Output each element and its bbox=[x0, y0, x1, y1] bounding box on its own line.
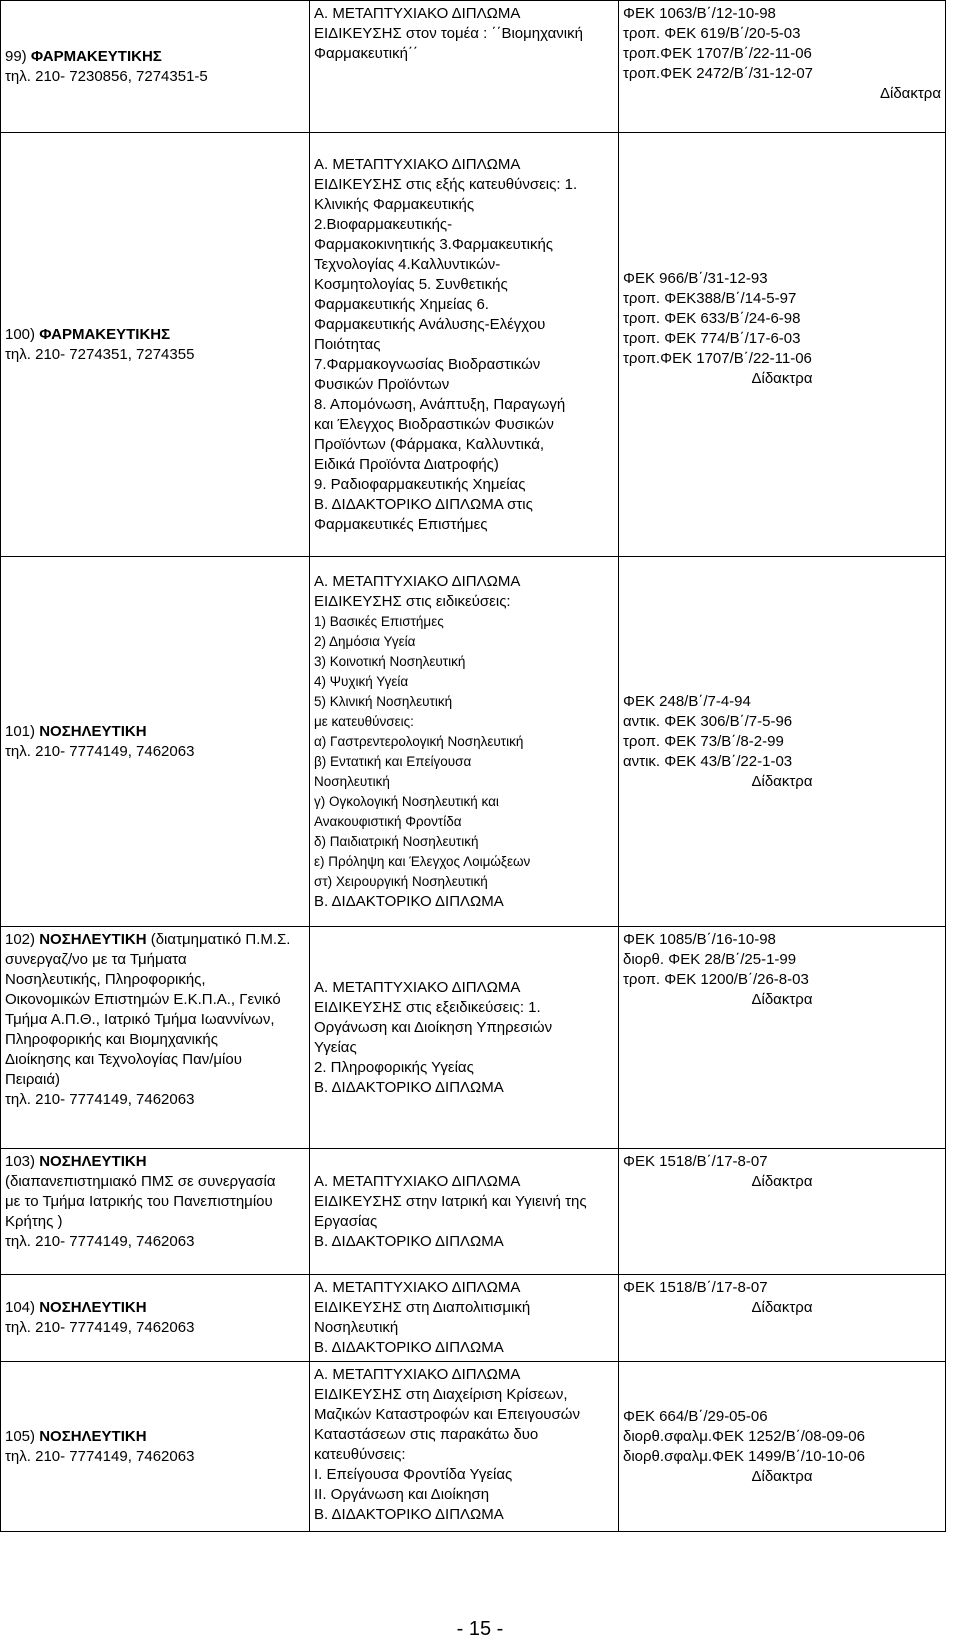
degree-line: Β. ΔΙΔΑΚΤΟΡΙΚΟ ΔΙΠΛΩΜΑ bbox=[314, 1339, 504, 1356]
degree-line: Φαρμακευτική΄΄ bbox=[314, 45, 418, 62]
department-name: ΦΑΡΜΑΚΕΥΤΙΚΗΣ bbox=[39, 325, 171, 343]
degree-line: Ι. Επείγουσα Φροντίδα Υγείας bbox=[314, 1466, 513, 1483]
degree-line: Κλινικής Φαρμακευτικής bbox=[314, 195, 475, 213]
gazette-reference: τροπ.ΦΕΚ 2472/Β΄/31-12-07 bbox=[623, 65, 813, 82]
department-info-line: τηλ. 210- 7230856, 7274351-5 bbox=[5, 67, 208, 85]
department-info-line: συνεργαζ/νο με τα Τμήματα bbox=[5, 951, 187, 968]
specialization-line: γ) Ογκολογική Νοσηλευτική και bbox=[314, 793, 499, 809]
department-info-line: τηλ. 210- 7774149, 7462063 bbox=[5, 1319, 195, 1336]
degree-line: Τεχνολογίας 4.Καλλυντικών- bbox=[314, 255, 501, 273]
degree-line: Φυσικών Προϊόντων bbox=[314, 375, 450, 393]
specialization-line: ε) Πρόληψη και Έλεγχος Λοιμώξεων bbox=[314, 853, 531, 869]
specialization-line: 3) Κοινοτική Νοσηλευτική bbox=[314, 653, 466, 669]
row-number: 100) bbox=[5, 325, 36, 343]
gazette-reference: ΦΕΚ 664/Β΄/29-05-06 bbox=[623, 1407, 768, 1425]
gazette-reference: διορθ.σφαλμ.ΦΕΚ 1252/Β΄/08-09-06 bbox=[623, 1427, 865, 1445]
department-cell bbox=[1, 927, 310, 1149]
gazette-cell bbox=[619, 1275, 946, 1362]
degree-line: 2. Πληροφορικής Υγείας bbox=[314, 1058, 474, 1076]
department-name: ΝΟΣΗΛΕΥΤΙΚΗ bbox=[39, 931, 147, 948]
department-heading bbox=[5, 325, 305, 345]
tuition-label: Δίδακτρα bbox=[751, 1467, 813, 1485]
department-heading bbox=[5, 1152, 305, 1172]
gazette-reference: διορθ.σφαλμ.ΦΕΚ 1499/Β΄/10-10-06 bbox=[623, 1447, 865, 1465]
row-number: 99) bbox=[5, 47, 27, 65]
gazette-reference: αντικ. ΦΕΚ 306/Β΄/7-5-96 bbox=[623, 712, 793, 730]
specialization-line: στ) Χειρουργική Νοσηλευτική bbox=[314, 873, 488, 889]
specialization-line: Νοσηλευτική bbox=[314, 773, 390, 789]
gazette-reference: ΦΕΚ 248/Β΄/7-4-94 bbox=[623, 692, 751, 710]
gazette-reference: τροπ. ΦΕΚ 1200/Β΄/26-8-03 bbox=[623, 971, 809, 988]
tuition-label: Δίδακτρα bbox=[751, 1173, 813, 1190]
department-info-line: Πειραιά) bbox=[5, 1071, 61, 1088]
row-number: 101) bbox=[5, 722, 36, 740]
tuition-label: Δίδακτρα bbox=[751, 772, 813, 790]
department-heading bbox=[5, 47, 305, 67]
degree-line: Α. ΜΕΤΑΠΤΥΧΙΑΚΟ ΔΙΠΛΩΜΑ bbox=[314, 1366, 521, 1383]
department-info-line: τηλ. 210- 7774149, 7462063 bbox=[5, 1233, 195, 1250]
degree-cell bbox=[310, 1362, 619, 1532]
department-cell bbox=[1, 1, 310, 133]
degree-line: Ποιότητας bbox=[314, 335, 381, 353]
degree-line: Α. ΜΕΤΑΠΤΥΧΙΑΚΟ ΔΙΠΛΩΜΑ bbox=[314, 1279, 521, 1296]
degree-line: Α. ΜΕΤΑΠΤΥΧΙΑΚΟ ΔΙΠΛΩΜΑ bbox=[314, 978, 521, 996]
degree-line: ΕΙΔΙΚΕΥΣΗΣ στις εξής κατευθύνσεις: 1. bbox=[314, 175, 578, 193]
degree-line: Μαζικών Καταστροφών και Επειγουσών bbox=[314, 1406, 580, 1423]
degree-line: Κοσμητολογίας 5. Συνθετικής bbox=[314, 275, 508, 293]
gazette-reference: τροπ. ΦΕΚ 619/Β΄/20-5-03 bbox=[623, 25, 801, 42]
degree-line: Β. ΔΙΔΑΚΤΟΡΙΚΟ ΔΙΠΛΩΜΑ στις bbox=[314, 495, 533, 513]
row-number: 105) bbox=[5, 1427, 36, 1445]
degree-line: Οργάνωση και Διοίκηση Υπηρεσιών bbox=[314, 1018, 553, 1036]
specialization-line: 2) Δημόσια Υγεία bbox=[314, 633, 416, 649]
degree-line: Β. ΔΙΔΑΚΤΟΡΙΚΟ ΔΙΠΛΩΜΑ bbox=[314, 892, 504, 910]
table-row bbox=[1, 557, 946, 927]
gazette-cell bbox=[619, 927, 946, 1149]
department-info-line: Πληροφορικής και Βιομηχανικής bbox=[5, 1031, 218, 1048]
degree-line: Προϊόντων (Φάρμακα, Καλλυντικά, bbox=[314, 435, 545, 453]
department-name: ΝΟΣΗΛΕΥΤΙΚΗ bbox=[39, 1299, 147, 1316]
table-row bbox=[1, 927, 946, 1149]
table-row bbox=[1, 133, 946, 557]
degree-line: 2.Βιοφαρμακευτικής- bbox=[314, 215, 453, 233]
department-heading bbox=[5, 722, 305, 742]
degree-line: Α. ΜΕΤΑΠΤΥΧΙΑΚΟ ΔΙΠΛΩΜΑ bbox=[314, 1172, 521, 1190]
department-heading bbox=[5, 930, 305, 950]
degree-line: Εργασίας bbox=[314, 1212, 378, 1230]
table-row bbox=[1, 1362, 946, 1532]
department-name: ΦΑΡΜΑΚΕΥΤΙΚΗΣ bbox=[30, 47, 162, 65]
programs-table-body bbox=[1, 1, 946, 1532]
degree-line: Β. ΔΙΔΑΚΤΟΡΙΚΟ ΔΙΠΛΩΜΑ bbox=[314, 1506, 504, 1523]
gazette-reference: τροπ. ΦΕΚ 774/Β΄/17-6-03 bbox=[623, 330, 801, 347]
row-number: 104) bbox=[5, 1299, 36, 1316]
department-info-line: Νοσηλευτικής, Πληροφορικής, bbox=[5, 971, 206, 988]
department-heading bbox=[5, 1298, 305, 1318]
degree-line: 8. Απομόνωση, Ανάπτυξη, Παραγωγή bbox=[314, 395, 566, 413]
degree-line: Ειδικά Προϊόντα Διατροφής) bbox=[314, 455, 499, 473]
specialization-line: με κατευθύνσεις: bbox=[314, 713, 414, 729]
gazette-cell bbox=[619, 1362, 946, 1532]
degree-line: ΙΙ. Οργάνωση και Διοίκηση bbox=[314, 1486, 490, 1503]
specialization-line: Ανακουφιστική Φροντίδα bbox=[314, 813, 462, 829]
gazette-reference: τροπ. ΦΕΚ 73/Β΄/8-2-99 bbox=[623, 732, 784, 750]
department-info-line: (διαπανεπιστημιακό ΠΜΣ σε συνεργασία bbox=[5, 1173, 276, 1190]
row-number: 102) bbox=[5, 931, 36, 948]
degree-line: 9. Ραδιοφαρμακευτικής Χημείας bbox=[314, 475, 526, 493]
department-cell bbox=[1, 1362, 310, 1532]
page-number: - 15 - bbox=[456, 1618, 504, 1640]
degree-line: Φαρμακοκινητικής 3.Φαρμακευτικής bbox=[314, 235, 554, 253]
degree-line: ΕΙΔΙΚΕΥΣΗΣ στην Ιατρική και Υγιεινή της bbox=[314, 1192, 587, 1210]
degree-line: Β. ΔΙΔΑΚΤΟΡΙΚΟ ΔΙΠΛΩΜΑ bbox=[314, 1232, 504, 1250]
degree-line: ΕΙΔΙΚΕΥΣΗΣ στις ειδικεύσεις: bbox=[314, 592, 511, 610]
department-info-line: τηλ. 210- 7274351, 7274355 bbox=[5, 345, 195, 363]
tuition-label: Δίδακτρα bbox=[879, 85, 941, 102]
gazette-reference: ΦΕΚ 1518/Β΄/17-8-07 bbox=[623, 1153, 768, 1170]
degree-cell bbox=[310, 557, 619, 927]
degree-line: Α. ΜΕΤΑΠΤΥΧΙΑΚΟ ΔΙΠΛΩΜΑ bbox=[314, 155, 521, 173]
degree-line: ΕΙΔΙΚΕΥΣΗΣ στον τομέα : ΄΄Βιομηχανική bbox=[314, 25, 583, 42]
degree-line: ΕΙΔΙΚΕΥΣΗΣ στη Διαχείριση Κρίσεων, bbox=[314, 1386, 568, 1403]
degree-line: Καταστάσεων στις παρακάτω δυο bbox=[314, 1426, 539, 1443]
degree-cell bbox=[310, 1275, 619, 1362]
specialization-line: 1) Βασικές Επιστήμες bbox=[314, 613, 444, 629]
gazette-reference: τροπ.ΦΕΚ 1707/Β΄/22-11-06 bbox=[623, 350, 812, 367]
department-info-line: με το Τμήμα Ιατρικής του Πανεπιστημίου bbox=[5, 1193, 273, 1210]
gazette-reference: τροπ.ΦΕΚ 1707/Β΄/22-11-06 bbox=[623, 45, 812, 62]
department-cell bbox=[1, 1275, 310, 1362]
degree-cell bbox=[310, 927, 619, 1149]
department-info-line: τηλ. 210- 7774149, 7462063 bbox=[5, 1447, 195, 1465]
gazette-reference: ΦΕΚ 966/Β΄/31-12-93 bbox=[623, 270, 768, 287]
specialization-line: β) Εντατική και Επείγουσα bbox=[314, 753, 472, 769]
degree-line: και Έλεγχος Βιοδραστικών Φυσικών bbox=[314, 415, 554, 433]
gazette-cell bbox=[619, 1, 946, 133]
specialization-line: δ) Παιδιατρική Νοσηλευτική bbox=[314, 833, 479, 849]
department-info-line: Διοίκησης και Τεχνολογίας Παν/μίου bbox=[5, 1051, 242, 1068]
degree-line: 7.Φαρμακογνωσίας Βιοδραστικών bbox=[314, 355, 541, 373]
table-row bbox=[1, 1149, 946, 1275]
tuition-label: Δίδακτρα bbox=[751, 991, 813, 1008]
degree-line: Υγείας bbox=[314, 1038, 357, 1056]
department-info-line: τηλ. 210- 7774149, 7462063 bbox=[5, 1091, 195, 1108]
department-info-line: Τμήμα Α.Π.Θ., Ιατρικό Τμήμα Ιωαννίνων, bbox=[5, 1011, 275, 1028]
gazette-reference: ΦΕΚ 1063/Β΄/12-10-98 bbox=[623, 5, 776, 22]
gazette-reference: τροπ. ΦΕΚ 633/Β΄/24-6-98 bbox=[623, 310, 801, 327]
department-heading bbox=[5, 1427, 305, 1447]
gazette-cell bbox=[619, 557, 946, 927]
degree-line: Α. ΜΕΤΑΠΤΥΧΙΑΚΟ ΔΙΠΛΩΜΑ bbox=[314, 5, 521, 22]
specialization-line: 5) Κλινική Νοσηλευτική bbox=[314, 693, 453, 709]
gazette-cell bbox=[619, 1149, 946, 1275]
department-name: ΝΟΣΗΛΕΥΤΙΚΗ bbox=[39, 1153, 147, 1170]
gazette-reference: διορθ. ΦΕΚ 28/Β΄/25-1-99 bbox=[623, 951, 797, 968]
gazette-cell bbox=[619, 133, 946, 557]
degree-line: Φαρμακευτικές Επιστήμες bbox=[314, 515, 488, 533]
gazette-reference: τροπ. ΦΕΚ388/Β΄/14-5-97 bbox=[623, 290, 797, 307]
degree-line: Νοσηλευτική bbox=[314, 1319, 399, 1336]
degree-cell bbox=[310, 1, 619, 133]
degree-line: κατευθύνσεις: bbox=[314, 1446, 406, 1463]
degree-line: Α. ΜΕΤΑΠΤΥΧΙΑΚΟ ΔΙΠΛΩΜΑ bbox=[314, 572, 521, 590]
degree-line: Β. ΔΙΔΑΚΤΟΡΙΚΟ ΔΙΠΛΩΜΑ bbox=[314, 1078, 504, 1096]
department-info-line: Κρήτης ) bbox=[5, 1213, 63, 1230]
degree-line: Φαρμακευτικής Χημείας 6. bbox=[314, 295, 489, 313]
department-cell bbox=[1, 133, 310, 557]
degree-line: ΕΙΔΙΚΕΥΣΗΣ στη Διαπολιτισμική bbox=[314, 1299, 531, 1316]
department-cell bbox=[1, 1149, 310, 1275]
gazette-reference: ΦΕΚ 1085/Β΄/16-10-98 bbox=[623, 931, 776, 948]
row-number: 103) bbox=[5, 1153, 36, 1170]
gazette-reference: αντικ. ΦΕΚ 43/Β΄/22-1-03 bbox=[623, 752, 793, 770]
specialization-line: 4) Ψυχική Υγεία bbox=[314, 673, 409, 689]
department-name: ΝΟΣΗΛΕΥΤΙΚΗ bbox=[39, 722, 147, 740]
specialization-line: α) Γαστρεντερολογική Νοσηλευτική bbox=[314, 733, 524, 749]
degree-line: ΕΙΔΙΚΕΥΣΗΣ στις εξειδικεύσεις: 1. bbox=[314, 998, 541, 1016]
department-info-line: τηλ. 210- 7774149, 7462063 bbox=[5, 742, 195, 760]
tuition-label: Δίδακτρα bbox=[751, 370, 813, 387]
degree-cell bbox=[310, 133, 619, 557]
table-row bbox=[1, 1, 946, 133]
department-name: ΝΟΣΗΛΕΥΤΙΚΗ bbox=[39, 1427, 147, 1445]
department-cell bbox=[1, 557, 310, 927]
table-row bbox=[1, 1275, 946, 1362]
department-name-suffix: (διατμηματικό Π.Μ.Σ. bbox=[146, 931, 291, 948]
degree-line: Φαρμακευτικής Ανάλυσης-Ελέγχου bbox=[314, 315, 546, 333]
gazette-reference: ΦΕΚ 1518/Β΄/17-8-07 bbox=[623, 1279, 768, 1296]
department-info-line: Οικονομικών Επιστημών Ε.Κ.Π.Α., Γενικό bbox=[5, 991, 281, 1008]
degree-cell bbox=[310, 1149, 619, 1275]
tuition-label: Δίδακτρα bbox=[751, 1299, 813, 1316]
